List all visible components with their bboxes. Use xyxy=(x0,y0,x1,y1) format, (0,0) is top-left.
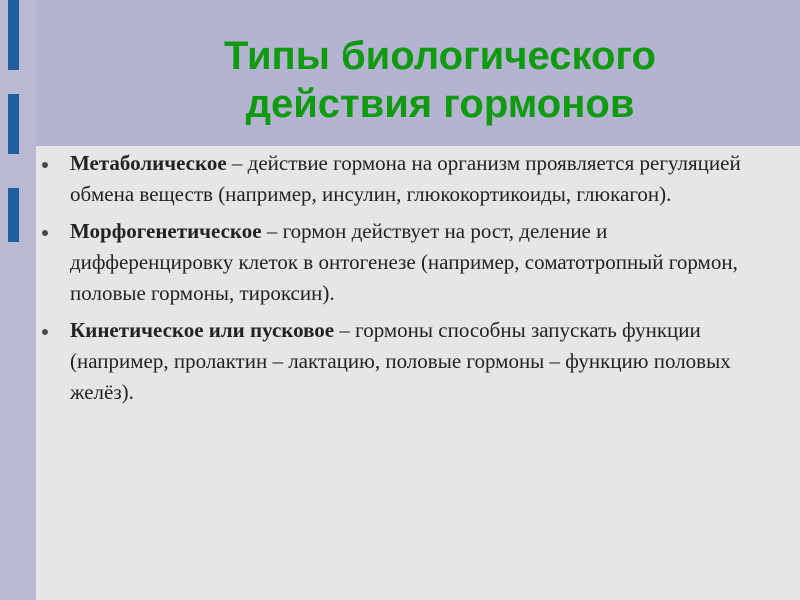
bullet-dot-icon xyxy=(42,230,48,236)
bullet-term: Метаболическое xyxy=(70,151,227,175)
bullet-text: – гормоны способны запускать функции (например, пролактин – лактацию, половые гормоны – функцию половых желёз). xyxy=(70,318,731,404)
slide-title-line-1: Типы биологического xyxy=(224,34,656,78)
bullet-item-kinetic xyxy=(34,315,774,408)
left-decorative-strip xyxy=(0,0,36,600)
bullet-text: – гормон действует на рост, деление и дифференцировку клеток в онтогенезе (например, соматотропный гормон, половые гормоны, тироксин). xyxy=(70,219,738,305)
bullet-list xyxy=(34,148,774,414)
bullet-term: Морфогенетическое xyxy=(70,219,262,243)
slide-title xyxy=(80,32,800,128)
bullet-dot-icon xyxy=(42,162,48,168)
bullet-item-morphogenetic xyxy=(34,216,774,309)
bullet-dot-icon xyxy=(42,329,48,335)
bullet-term: Кинетическое или пусковое xyxy=(70,318,335,342)
accent-bar xyxy=(8,94,19,154)
bullet-item-metabolic xyxy=(34,148,774,210)
accent-bar xyxy=(8,0,19,70)
bullet-text: – действие гормона на организм проявляется регуляцией обмена веществ (например, инсулин, глюкокортикоиды, глюкагон). xyxy=(70,151,741,206)
accent-bar xyxy=(8,188,19,242)
slide-title-line-2: действия гормонов xyxy=(245,82,635,126)
